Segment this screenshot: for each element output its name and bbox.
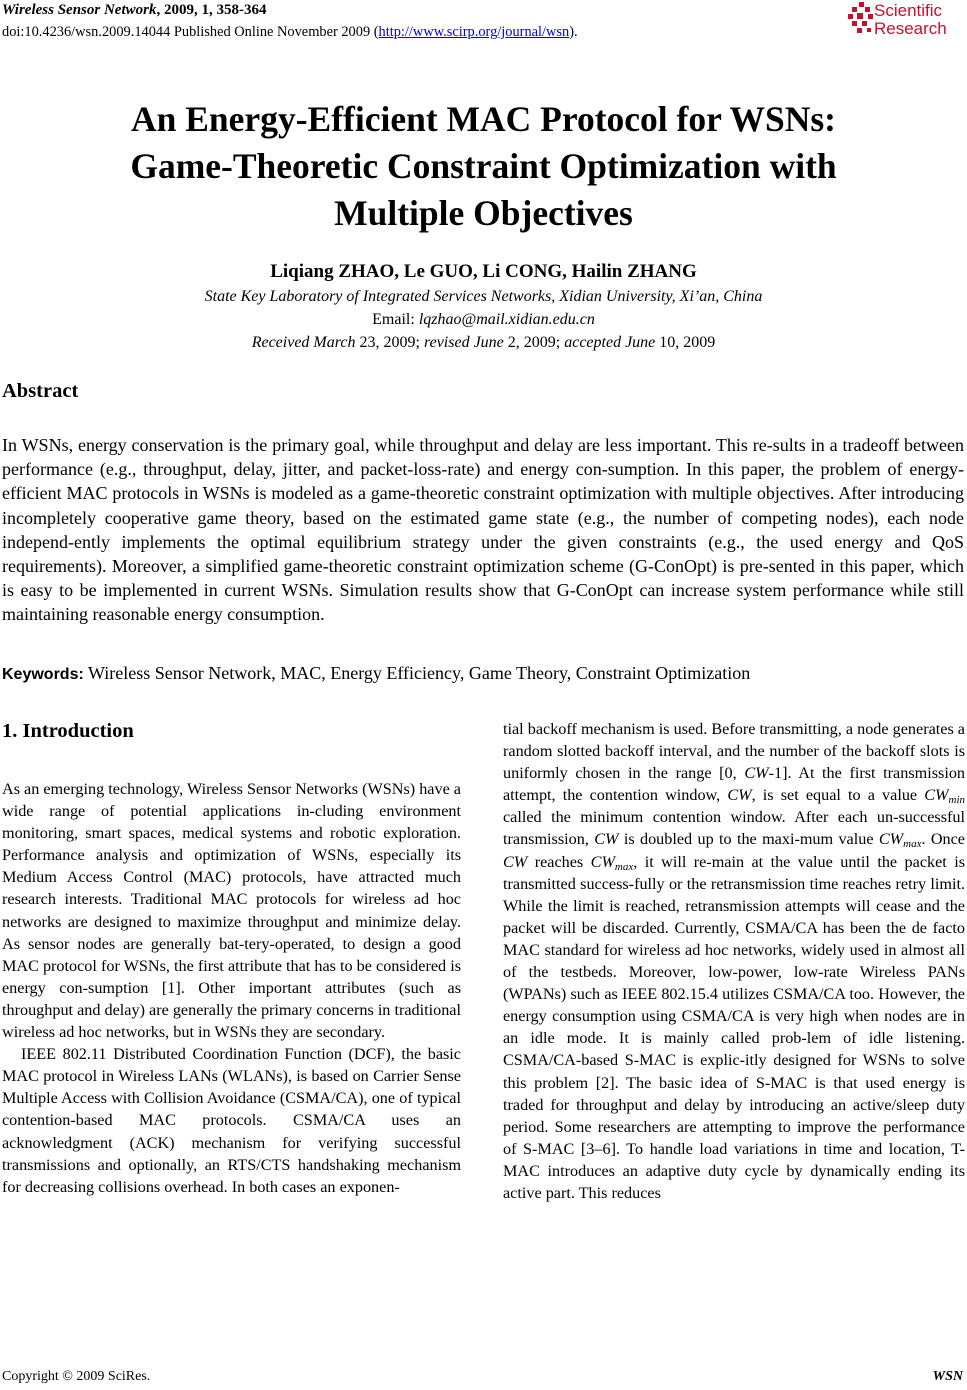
symbol-cw: CW bbox=[744, 764, 769, 783]
title-line-1: An Energy-Efficient MAC Protocol for WSNs: bbox=[131, 99, 836, 139]
revised-value: 2, 2009; bbox=[503, 334, 565, 351]
affiliation: State Key Laboratory of Integrated Services Networks, Xidian University, Xi’an, China bbox=[204, 288, 763, 305]
publisher-name bbox=[874, 2, 947, 38]
footer-journal-abbr: WSN bbox=[932, 1369, 963, 1384]
left-column bbox=[2, 778, 461, 1198]
intro-paragraph-2: IEEE 802.11 Distributed Coordination Function (DCF), the basic MAC protocol in Wireless LANs (WLANs), is based on Carrier Sense Multiple Access with Collision Avoidance (CSMA/CA), one of typical contention-based MAC protocols. CSMA/CA uses an acknowledgment (ACK) mechanism for verifying successful transmissions and optionally, an RTS/CTS handshaking mechanism for decreasing collisions overhead. In both cases an exponen- bbox=[2, 1045, 461, 1196]
dates-line bbox=[0, 334, 967, 352]
doi-suffix: ). bbox=[569, 24, 578, 40]
accepted-label: accepted June bbox=[564, 334, 656, 351]
text-run: is doubled up to the maxi-mum value bbox=[618, 830, 879, 849]
keywords-label: Keywords: bbox=[2, 666, 84, 683]
volume-pages: , 2009, 1, 358-364 bbox=[156, 2, 267, 18]
email-address: lqzhao@mail.xidian.edu.cn bbox=[418, 311, 595, 328]
revised-label: revised June bbox=[423, 334, 504, 351]
text-run: -1]. At the first transmission attempt, the contention window, bbox=[503, 764, 966, 805]
text-run: called the minimum contention window. After each un-successful transmission, bbox=[503, 808, 965, 849]
title-line-2: Game-Theoretic Constraint Optimization with bbox=[130, 146, 837, 186]
intro-paragraph-1: As an emerging technology, Wireless Sensor Networks (WSNs) have a wide range of potential applications in-cluding environment monitoring, smart spaces, medical systems and robotic exploration. Performance analysis and optimization of WSNs, especially its Medium Access Control (MAC) protocols, have attracted much research interests. Traditional MAC protocols for wireless ad hoc networks are designed to maximize throughput and minimize delay. As sensor nodes are generally bat-tery-operated, to design a good MAC protocol for WSNs, the first attribute that has to be considered is energy con-sumption [1]. Other important attributes (such as throughput and delay) are generally the primary concerns in traditional wireless ad hoc networks, but in WSNs they are secondary. bbox=[2, 780, 461, 1042]
symbol-cw: CW bbox=[503, 852, 528, 871]
keywords-text: Wireless Sensor Network, MAC, Energy Efficiency, Game Theory, Constraint Optimization bbox=[83, 663, 751, 683]
right-column bbox=[503, 718, 965, 1204]
symbol-cw: CW bbox=[878, 830, 904, 849]
received-label: Received March bbox=[251, 334, 356, 351]
accepted-value: 10, 2009 bbox=[655, 334, 716, 351]
text-run: , it will re-main at the value until the packet is transmitted success-fully or the retransmission time reaches retry limit. While the limit is reached, retransmission attempts will cease and the packet will be discarded. Currently, CSMA/CA has been the de facto MAC standard for wireless ad hoc networks, widely used in almost all of the testbeds. Moreover, low-power, low-rate Wireless PANs (WPANs) such as IEEE 802.15.4 utilizes CSMA/CA too. However, the energy consumption using CSMA/CA is very high when nodes are in an idle mode. It is mainly called prob-lem of idle listening. CSMA/CA-based S-MAC is explic-itly designed for WSNs to solve this problem [2]. The basic idea of S-MAC is that used energy is traded for throughput and delay by introducing an active/sleep duty period. Some researchers are attempting to improve the performance of S-MAC [3–6]. To handle load variations in time and location, T-MAC introduces an adaptive duty cycle by dynamically ending its active part. This reduces bbox=[503, 852, 965, 1202]
symbol-cw: CW bbox=[727, 786, 752, 805]
symbol-cw: CW bbox=[594, 830, 619, 849]
email-line bbox=[0, 311, 967, 329]
email-sep: : bbox=[410, 311, 419, 328]
intro-paragraph-3 bbox=[503, 718, 965, 1204]
journal-name: Wireless Sensor Network bbox=[2, 2, 157, 18]
subscript-max: max bbox=[903, 838, 922, 851]
email-label: Email bbox=[372, 311, 411, 328]
symbol-cw: CW bbox=[924, 786, 949, 805]
authors: Liqiang ZHAO, Le GUO, Li CONG, Hailin ZHANG bbox=[270, 261, 697, 282]
scattered-squares-logo-icon bbox=[848, 2, 874, 38]
footer-copyright: Copyright © 2009 SciRes. bbox=[2, 1369, 151, 1384]
subscript-max: max bbox=[614, 860, 634, 873]
text-run: tial backoff mechanism is used. Before transmitting, a node generates a random slotted backoff interval, and the number of the backoff slots is uniformly chosen in the range [0, bbox=[503, 720, 965, 783]
title-line-3: Multiple Objectives bbox=[334, 193, 633, 233]
text-run: . Once bbox=[921, 830, 965, 849]
keywords bbox=[2, 663, 750, 684]
section-heading-introduction: 1. Introduction bbox=[2, 720, 134, 742]
symbol-cw: CW bbox=[590, 852, 615, 871]
doi-text: doi:10.4236/wsn.2009.14044 Published Online November 2009 ( bbox=[2, 24, 379, 40]
text-run: , is set equal to a value bbox=[751, 786, 925, 805]
text-run: reaches bbox=[527, 852, 591, 871]
journal-url-link[interactable]: http://www.scirp.org/journal/wsn bbox=[378, 24, 570, 40]
paper-title bbox=[0, 96, 967, 237]
publisher-name-line2: Research bbox=[874, 19, 947, 38]
abstract-heading: Abstract bbox=[2, 380, 79, 402]
received-value: 23, 2009; bbox=[355, 334, 424, 351]
abstract-text: In WSNs, energy conservation is the primary goal, while throughput and delay are less important. This re-sults in a tradeoff between performance (e.g., throughput, delay, jitter, and packet-loss-rate) and energy con-sumption. In this paper, the problem of energy-efficient MAC protocols in WSNs is modeled as a game-theoretic constraint optimization with multiple objectives. After introducing incompletely cooperative game theory, based on the estimated game state (e.g., the number of competing nodes), each node independ-ently implements the optimal equilibrium strategy under the given constraints (e.g., the used energy and QoS requirements). Moreover, a simplified game-theoretic constraint optimization scheme (G-ConOpt) is pre-sented in this paper, which is easy to be implemented in current WSNs. Simulation results show that G-ConOpt can increase system performance while still maintaining reasonable energy consumption. bbox=[2, 435, 964, 625]
doi-line bbox=[2, 24, 578, 41]
publisher-name-line1: Scientific bbox=[874, 1, 943, 20]
subscript-min: min bbox=[948, 794, 965, 807]
publisher-logo bbox=[848, 0, 966, 42]
journal-header bbox=[2, 2, 266, 19]
